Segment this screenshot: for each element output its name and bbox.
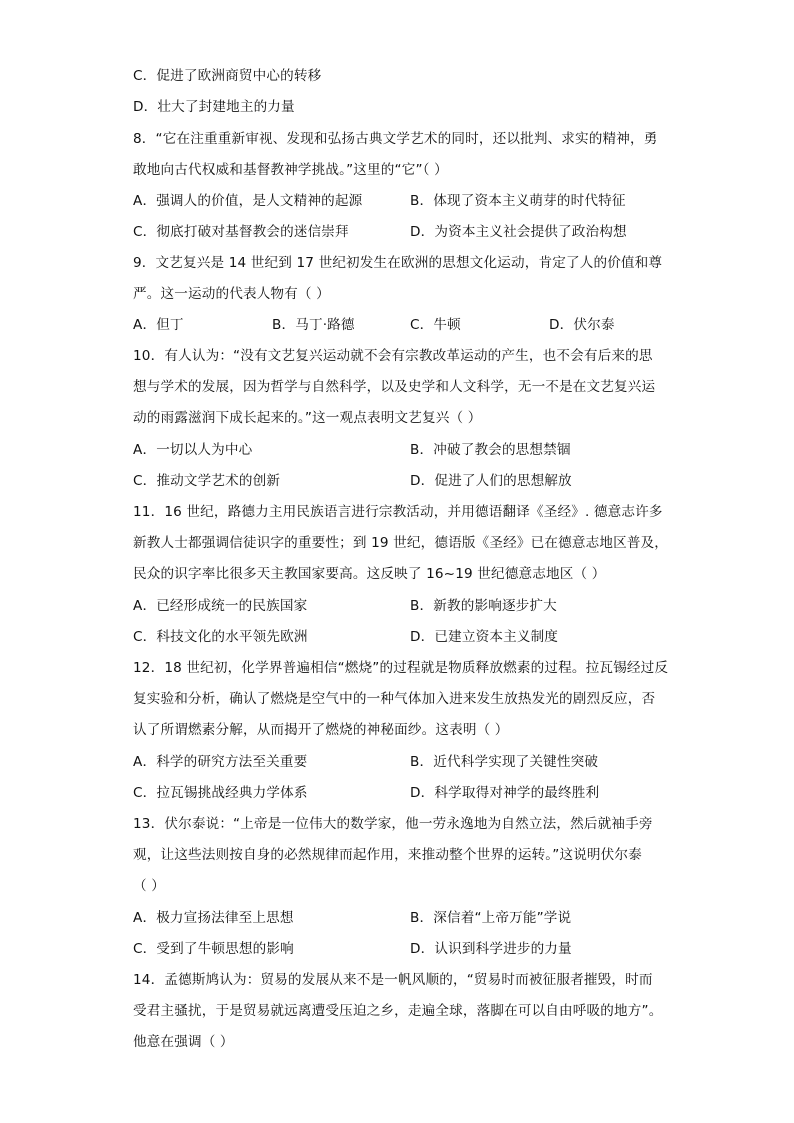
q10-stem-line-2: 想与学术的发展，因为哲学与自然科学，以及史学和人文科学，无一不是在文艺复兴运 [133,379,656,395]
q13-stem-line-1: 13．伏尔泰说：“上帝是一位伟大的数学家，他一劳永逸地为自然立法，然后就袖手旁 [133,816,653,832]
q9-option-b: B．马丁·路德 [272,317,355,333]
q12-option-a: A．科学的研究方法至关重要 [133,754,308,770]
q8-option-a: A．强调人的价值，是人文精神的起源 [133,193,363,209]
q11-option-d: D．已建立资本主义制度 [410,629,559,645]
q14-stem-line-1: 14．孟德斯鸠认为：贸易的发展从来不是一帆风顺的，“贸易时而被征服者摧毁，时而 [133,972,653,988]
q11-option-c: C．科技文化的水平领先欧洲 [133,629,308,645]
q9-option-d: D．伏尔泰 [549,317,615,333]
prev-option-d: D．壮大了封建地主的力量 [133,99,295,115]
q10-option-c: C．推动文学艺术的创新 [133,473,281,489]
q12-stem-line-2: 复实验和分析，确认了燃烧是空气中的一种气体加入进来发生放热发光的剧烈反应，否 [133,691,656,707]
q12-option-b: B．近代科学实现了关键性突破 [410,754,599,770]
q13-stem-line-2: 观，让这些法则按自身的必然规律而起作用，来推动整个世界的运转。”这说明伏尔泰 [133,847,642,863]
q8-stem-line-1: 8．“它在注重重新审视、发现和弘扬古典文学艺术的同时，还以批判、求实的精神，勇 [133,131,658,147]
q10-option-b: B．冲破了教会的思想禁锢 [410,442,571,458]
q8-stem-line-2: 敢地向古代权威和基督教神学挑战。”这里的“它”（ ） [133,162,448,178]
q13-option-b: B．深信着“上帝万能”学说 [410,910,572,926]
q14-stem-line-3: 他意在强调（ ） [133,1034,234,1050]
q12-option-d: D．科学取得对神学的最终胜利 [410,785,600,801]
q10-stem-line-3: 动的雨露滋润下成长起来的。”这一观点表明文艺复兴（ ） [133,410,482,426]
q12-stem-line-3: 认了所谓燃素分解，从而揭开了燃烧的神秘面纱。这表明（ ） [133,722,509,738]
q9-option-a: A．但丁 [133,317,184,333]
q9-stem-line-1: 9．文艺复兴是 14 世纪到 17 世纪初发生在欧洲的思想文化运动，肯定了人的价值和尊 [133,255,663,271]
q8-option-c: C．彻底打破对基督教会的迷信崇拜 [133,224,349,240]
q9-stem-line-2: 严。这一运动的代表人物有（ ） [133,286,330,302]
q13-option-c: C．受到了牛顿思想的影响 [133,941,294,957]
q10-option-d: D．促进了人们的思想解放 [410,473,572,489]
q9-option-c: C．牛顿 [410,317,461,333]
q8-option-d: D．为资本主义社会提供了政治构想 [410,224,627,240]
q12-stem-line-1: 12．18 世纪初，化学界普遍相信“燃烧”的过程就是物质释放燃素的过程。拉瓦锡经过反 [133,660,669,676]
q13-option-a: A．极力宣扬法律至上思想 [133,910,294,926]
q11-stem-line-3: 民众的识字率比很多天主教国家要高。这反映了 16~19 世纪德意志地区（ ） [133,566,606,582]
q13-stem-line-3: （ ） [133,878,165,894]
q11-option-b: B．新教的影响逐步扩大 [410,598,557,614]
q13-option-d: D．认识到科学进步的力量 [410,941,572,957]
prev-option-c: C．促进了欧洲商贸中心的转移 [133,68,322,84]
q8-option-b: B．体现了资本主义萌芽的时代特征 [410,193,626,209]
q11-option-a: A．已经形成统一的民族国家 [133,598,308,614]
q11-stem-line-1: 11．16 世纪，路德力主用民族语言进行宗教活动，并用德语翻译《圣经》. 德意志许多 [133,504,663,520]
q12-option-c: C．拉瓦锡挑战经典力学体系 [133,785,308,801]
q10-option-a: A．一切以人为中心 [133,442,253,458]
q10-stem-line-1: 10．有人认为：“没有文艺复兴运动就不会有宗教改革运动的产生，也不会有后来的思 [133,348,653,364]
q11-stem-line-2: 新教人士都强调信徒识字的重要性；到 19 世纪，德语版《圣经》已在德意志地区普及， [133,535,669,551]
q14-stem-line-2: 受君主骚扰，于是贸易就远离遭受压迫之乡，走遍全球，落脚在可以自由呼吸的地方”。 [133,1003,663,1019]
